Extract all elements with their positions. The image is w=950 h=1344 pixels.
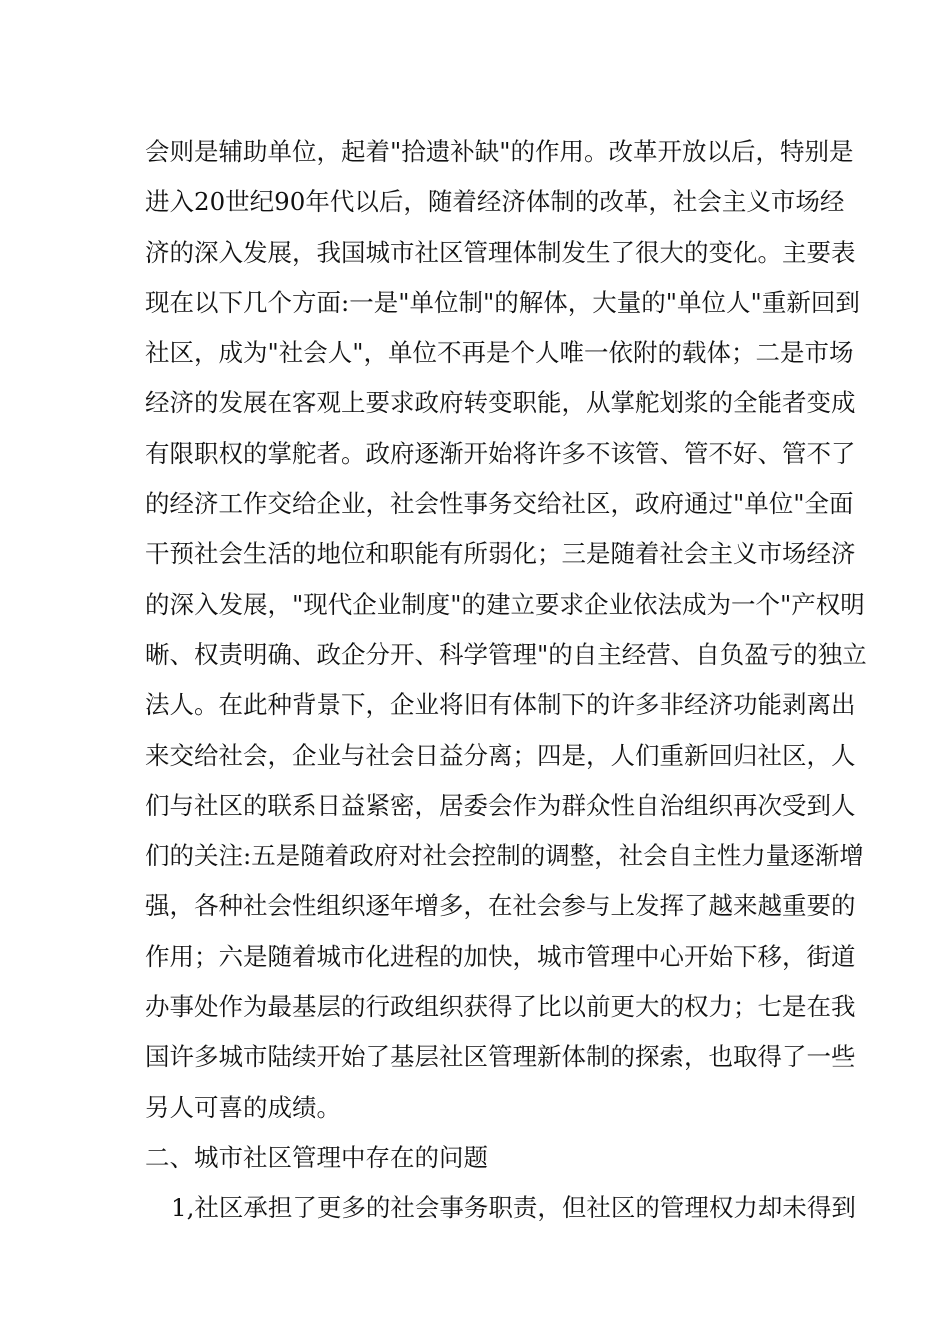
body-line: 晰、权责明确、政企分开、科学管理"的自主经营、自负盈亏的独立 [145, 639, 867, 669]
body-line: 法人。在此种背景下，企业将旧有体制下的许多非经济功能剥离出 [145, 690, 856, 720]
document-text [145, 127, 867, 1234]
body-line: 办事处作为最基层的行政组织获得了比以前更大的权力；七是在我 [145, 992, 856, 1022]
body-line: 强，各种社会性组织逐年增多，在社会参与上发挥了越来越重要的 [145, 891, 856, 921]
body-line: 来交给社会，企业与社会日益分离；四是，人们重新回归社区，人 [145, 740, 856, 770]
body-line: 经济的发展在客观上要求政府转变职能，从掌舵划浆的全能者变成 [145, 388, 856, 418]
body-line: 进入20世纪90年代以后，随着经济体制的改革，社会主义市场经 [145, 187, 845, 217]
body-line: 们与社区的联系日益紧密，居委会作为群众性自治组织再次受到人 [145, 790, 856, 820]
body-line: 干预社会生活的地位和职能有所弱化；三是随着社会主义市场经济 [145, 539, 856, 569]
section-heading: 二、城市社区管理中存在的问题 [145, 1142, 488, 1172]
body-line: 国许多城市陆续开始了基层社区管理新体制的探索，也取得了一些 [145, 1042, 856, 1072]
body-line: 另人可喜的成绩。 [145, 1092, 341, 1122]
body-line: 会则是辅助单位，起着"拾遗补缺"的作用。改革开放以后，特别是 [145, 137, 854, 166]
subsection-line: 1,社区承担了更多的社会事务职责，但社区的管理权力却未得到 [171, 1193, 856, 1223]
body-line: 的深入发展，"现代企业制度"的建立要求企业依法成为一个"产权明 [145, 589, 865, 619]
body-line: 社区，成为"社会人"，单位不再是个人唯一依附的载体；二是市场 [145, 338, 854, 368]
body-line: 们的关注:五是随着政府对社会控制的调整，社会自主性力量逐渐增 [145, 841, 864, 871]
body-line: 的经济工作交给企业，社会性事务交给社区，政府通过"单位"全面 [145, 489, 854, 519]
body-line: 有限职权的掌舵者。政府逐渐开始将许多不该管、管不好、管不了 [145, 438, 856, 468]
body-line: 济的深入发展，我国城市社区管理体制发生了很大的变化。主要表 [145, 237, 856, 267]
body-line: 现在以下几个方面:一是"单位制"的解体，大量的"单位人"重新回到 [145, 287, 860, 317]
body-line: 作用；六是随着城市化进程的加快，城市管理中心开始下移，街道 [145, 941, 856, 971]
